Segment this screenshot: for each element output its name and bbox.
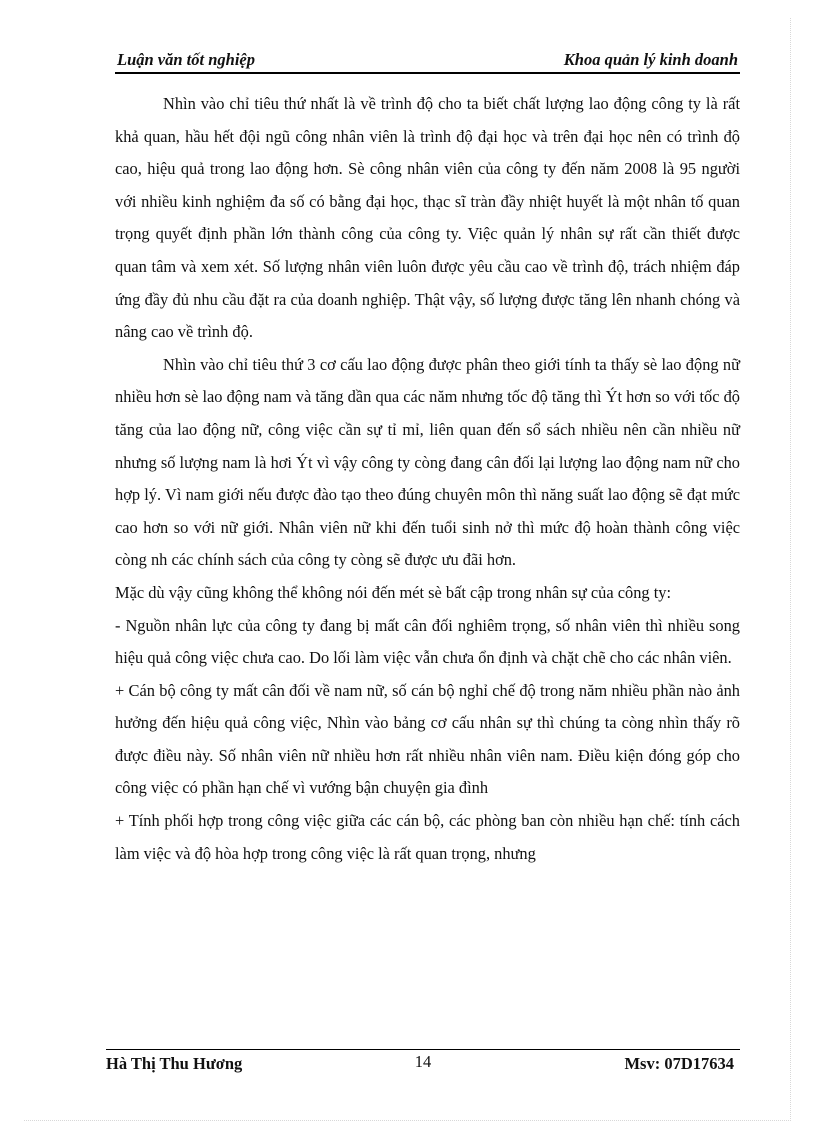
page-number: 14 [414,1052,432,1071]
footer-author: Hà Thị Thu Hương [106,1054,243,1073]
paragraph-coordination: + Tính phối hợp trong công việc giữa các cán bộ, các phòng ban còn nhiều hạn chế: tính cách làm việc và độ hòa hợp trong công việc là rất quan trọng, nhưng [115,811,740,863]
footer-student-id: Msv: 07D17634 [624,1054,734,1073]
paragraph-imbalance: - Nguồn nhân lực của công ty đang bị mất cân đối nghiêm trọng, số nhân viên thì nhiều song hiệu quả công việc chưa cao. Do lối làm việc vẫn chưa ổn định và chặt chẽ cho các nhân viên. [115,615,740,668]
page-footer [106,1052,740,1076]
body-text [115,88,740,870]
footer-divider [106,1049,740,1050]
paragraph-shortcomings-intro: Mặc dù vậy cũng không thể không nói đến mét sè bất cập trong nhân sự của công ty: [115,582,672,602]
page-header [115,50,740,74]
paragraph-education-level: Nhìn vào chỉ tiêu thứ nhất là về trình độ cho ta biết chất lượng lao động công ty là rất khả quan, hầu hết đội ngũ công nhân viên là trình độ đại học và trên đại học nên có trình độ cao, hiệu quả trong lao động hơn. Sè công nhân viên của công ty đến năm 2008 là 95 người với nhiều kinh nghiệm đa số có bằng đại học, thạc sĩ tràn đầy nhiệt huyết là một nhân tố quan trọng quyết định phần lớn thành công của công ty. Việc quản lý nhân sự rất cần thiết được quan tâm và xem xét. Số lượng nhân viên luôn được yêu cầu cao về trình độ, trách nhiệm đáp ứng đầy đủ nhu cầu đặt ra của doanh nghiệp. Thật vậy, số lượng được tăng lên nhanh chóng và nâng cao về trình độ. [115,94,740,342]
paragraph-gender-structure: Nhìn vào chỉ tiêu thứ 3 cơ cấu lao động được phân theo giới tính ta thấy sè lao động nữ nhiều hơn sè lao động nam và tăng dần qua các năm nhưng tốc độ tăng thì Ýt hơn so với tốc độ tăng của lao động nữ, công việc cần sự tỉ mỉ, liên quan đến sổ sách nhiều nên cần nhiều nữ nhưng số lượng nam là hơi Ýt vì vậy công ty còng đang cân đối lại lượng lao động nam nữ cho hợp lý. Vì nam giới nếu được đào tạo theo đúng chuyên môn thì năng suất lao động sẽ đạt mức cao hơn so với nữ giới. Nhân viên nữ khi đến tuổi sinh nở thì mức độ hoàn thành công việc còng nh các chính sách của công ty còng sẽ được ưu đãi hơn. [115,354,740,570]
paragraph-gender-imbalance: + Cán bộ công ty mất cân đối về nam nữ, số cán bộ nghỉ chế độ trong năm nhiều phần nào ảnh hưởng đến hiệu quả công việc, Nhìn vào bảng cơ cấu nhân sự thì chúng ta còng nhìn thấy rõ được điều này. Số nhân viên nữ nhiều hơn rất nhiều nhân viên nam. Điều kiện đóng góp cho công việc có phần hạn chế vì vướng bận chuyện gia đình [115,680,740,798]
header-faculty: Khoa quản lý kinh doanh [563,50,738,69]
header-thesis-title: Luận văn tốt nghiệp [117,50,255,69]
